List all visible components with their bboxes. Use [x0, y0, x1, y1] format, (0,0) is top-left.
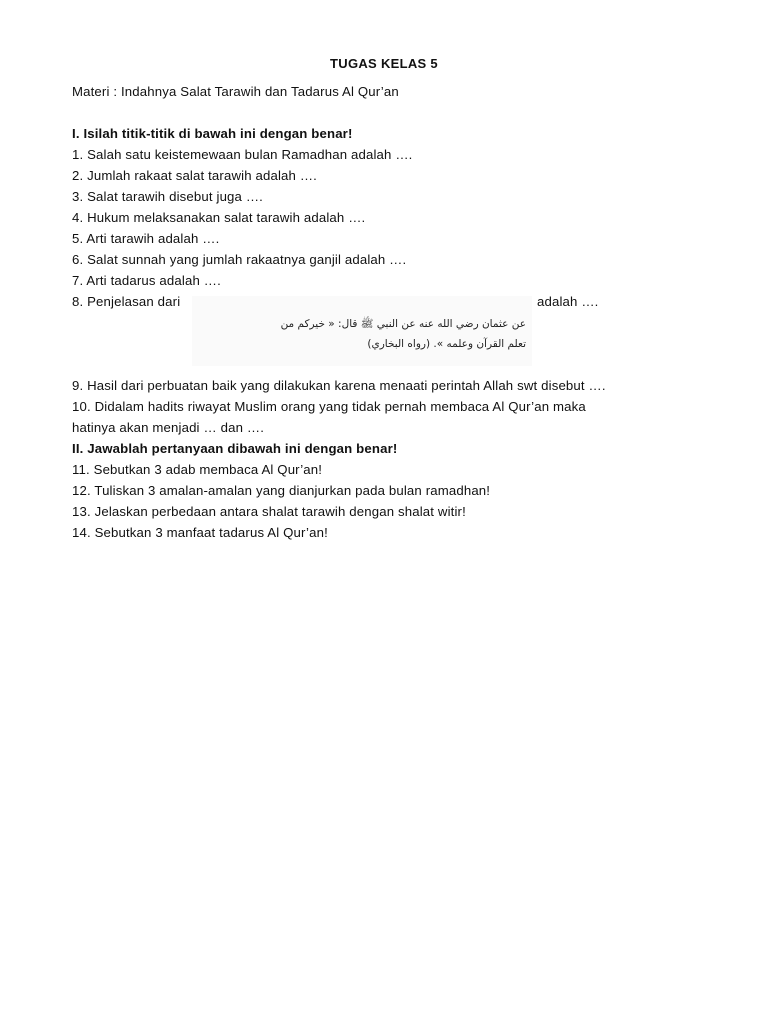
question-8: 8. Penjelasan dari [72, 294, 181, 309]
question-7: 7. Arti tadarus adalah …. [72, 273, 221, 288]
question-3: 3. Salat tarawih disebut juga …. [72, 189, 263, 204]
hadith-line-1: عن عثمان رضي الله عنه عن النبي ﷺ قال: « خيركم من [280, 318, 526, 330]
question-6: 6. Salat sunnah yang jumlah rakaatnya ganjil adalah …. [72, 252, 407, 267]
subject-line: Materi : Indahnya Salat Tarawih dan Tadarus Al Qur’an [72, 84, 399, 99]
question-10-continued: hatinya akan menjadi … dan …. [72, 420, 265, 435]
question-13: 13. Jelaskan perbedaan antara shalat tarawih dengan shalat witir! [72, 504, 466, 519]
question-11: 11. Sebutkan 3 adab membaca Al Qur’an! [72, 462, 323, 477]
question-8-suffix: adalah …. [537, 294, 599, 309]
document-title: TUGAS KELAS 5 [330, 56, 438, 71]
question-12: 12. Tuliskan 3 amalan-amalan yang dianjurkan pada bulan ramadhan! [72, 483, 491, 498]
question-2: 2. Jumlah rakaat salat tarawih adalah …. [72, 168, 317, 183]
question-5: 5. Arti tarawih adalah …. [72, 231, 220, 246]
hadith-line-2: تعلم القرآن وعلمه ». (رواه البخاري) [367, 338, 526, 350]
question-9: 9. Hasil dari perbuatan baik yang dilakukan karena menaati perintah Allah swt disebut …. [72, 378, 606, 393]
question-4: 4. Hukum melaksanakan salat tarawih adalah …. [72, 210, 366, 225]
question-14: 14. Sebutkan 3 manfaat tadarus Al Qur’an! [72, 525, 328, 540]
question-10: 10. Didalam hadits riwayat Muslim orang yang tidak pernah membaca Al Qur’an maka [72, 399, 586, 414]
section-2-heading: II. Jawablah pertanyaan dibawah ini dengan benar! [72, 441, 398, 456]
hadith-image [192, 296, 532, 366]
question-1: 1. Salah satu keistemewaan bulan Ramadhan adalah …. [72, 147, 413, 162]
section-1-heading: I. Isilah titik-titik di bawah ini dengan benar! [72, 126, 353, 141]
